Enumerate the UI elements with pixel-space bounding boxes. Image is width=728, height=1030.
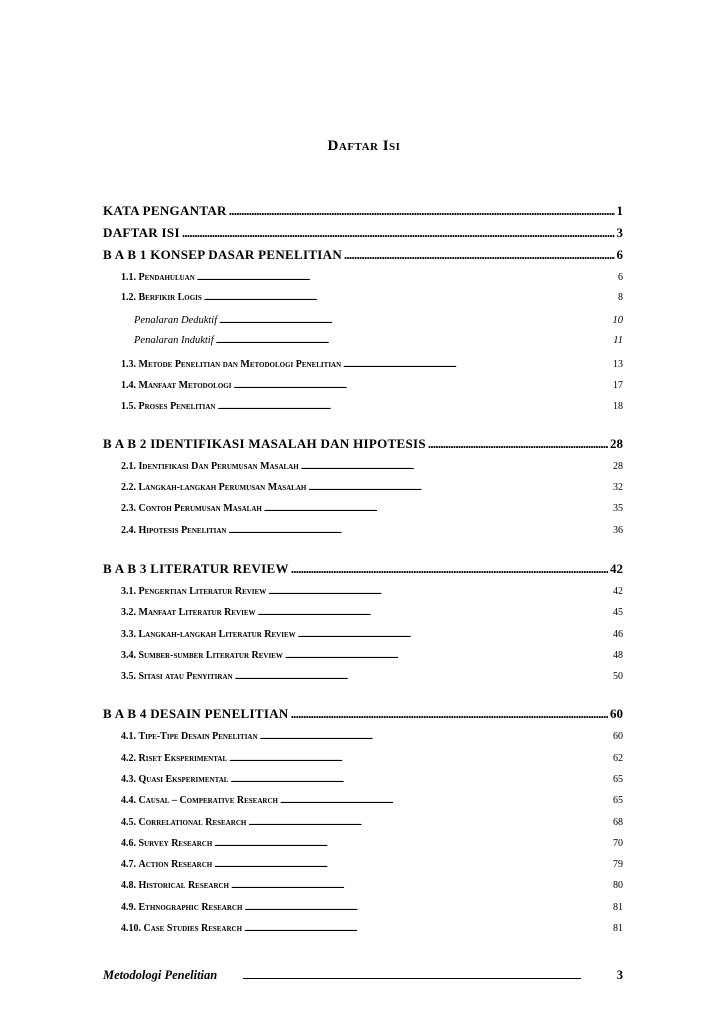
toc-section-entry[interactable]	[103, 586, 623, 597]
dot-leader	[235, 671, 611, 682]
toc-entry-text: Historical Research	[138, 880, 230, 891]
dot-leader	[285, 650, 611, 661]
toc-page-number: 45	[613, 607, 623, 618]
toc-entry-label: B A B 3 LITERATUR REVIEW	[103, 561, 289, 576]
dot-leader	[298, 629, 611, 640]
footer-page-number: 3	[616, 968, 623, 982]
toc-entry-number: 2.4.	[121, 525, 136, 536]
toc-page-number: 81	[613, 902, 623, 913]
toc-entry-label	[121, 795, 278, 806]
toc-section-entry[interactable]	[103, 629, 623, 640]
toc-entry-text: Survey Research	[138, 838, 213, 849]
dot-leader	[343, 359, 611, 370]
dot-leader	[229, 203, 615, 219]
toc-entry-text: Causal – Comperative Research	[138, 795, 278, 806]
toc-section-entry[interactable]	[103, 923, 623, 934]
toc-section-entry[interactable]	[103, 650, 623, 661]
toc-entry-number: 4.10.	[121, 923, 141, 934]
toc-section-entry[interactable]	[103, 795, 623, 806]
dot-leader	[428, 436, 608, 452]
toc-entry-label	[121, 503, 262, 514]
toc-section-entry[interactable]	[103, 774, 623, 785]
toc-section-entry[interactable]	[103, 272, 623, 283]
toc-page-number: 70	[613, 838, 623, 849]
toc-section-entry[interactable]	[103, 461, 623, 472]
toc-page-number: 81	[613, 923, 623, 934]
toc-subsection-entry[interactable]	[103, 315, 623, 326]
toc-entry-label	[121, 359, 341, 370]
toc-entry-label: B A B 4 DESAIN PENELITIAN	[103, 706, 289, 721]
toc-page-number: 8	[618, 292, 623, 303]
toc-page-number: 36	[613, 525, 623, 536]
toc-entry-label	[121, 586, 266, 597]
dot-leader	[231, 880, 611, 891]
toc-entry-text: Langkah-langkah Perumusan Masalah	[138, 482, 307, 493]
toc-page-number: 60	[610, 706, 623, 721]
dot-leader	[258, 607, 611, 618]
toc-entry-text: Tipe-Tipe Desain Penelitian	[138, 731, 258, 742]
toc-chapter-entry[interactable]	[103, 203, 623, 219]
toc-chapter-entry[interactable]	[103, 561, 623, 577]
toc-page-number: 18	[613, 401, 623, 412]
dot-leader	[217, 401, 611, 412]
toc-page-number: 10	[612, 315, 623, 326]
toc-page-number: 13	[613, 359, 623, 370]
toc-entry-text: Sumber-sumber Literatur Review	[138, 650, 283, 661]
dot-leader	[214, 838, 611, 849]
toc-entry-text: Identifikasi Dan Perumusan Masalah	[138, 461, 299, 472]
toc-entry-number: 1.2.	[121, 292, 136, 303]
toc-section-entry[interactable]	[103, 482, 623, 493]
dot-leader	[228, 525, 611, 536]
dot-leader	[214, 859, 611, 870]
toc-entry-label	[121, 650, 283, 661]
toc-entry-label: Penalaran Deduktif	[134, 315, 218, 326]
toc-page-number: 62	[613, 753, 623, 764]
toc-page-number: 3	[616, 225, 623, 240]
toc-section-entry[interactable]	[103, 880, 623, 891]
dot-leader	[244, 902, 611, 913]
toc-page-number: 60	[613, 731, 623, 742]
toc-entry-text: Metode Penelitian dan Metodologi Penelitian	[138, 359, 342, 370]
dot-leader	[308, 482, 611, 493]
toc-entry-number: 4.2.	[121, 753, 136, 764]
dot-leader	[244, 923, 611, 934]
toc-entry-label	[121, 607, 256, 618]
toc-entry-number: 4.8.	[121, 880, 136, 891]
toc-page-number: 28	[610, 436, 623, 451]
toc-entry-label: B A B 2 IDENTIFIKASI MASALAH DAN HIPOTESIS	[103, 436, 426, 451]
dot-leader	[344, 247, 614, 263]
toc-entry-label	[121, 671, 233, 682]
toc-entry-label	[121, 923, 242, 934]
toc-section-entry[interactable]	[103, 859, 623, 870]
page-footer	[103, 968, 623, 988]
toc-entry-number: 2.3.	[121, 503, 136, 514]
toc-chapter-entry[interactable]	[103, 436, 623, 452]
toc-entry-label	[121, 629, 296, 640]
toc-entry-number: 4.4.	[121, 795, 136, 806]
toc-entry-label	[121, 292, 202, 303]
toc-entry-label: KATA PENGANTAR	[103, 203, 227, 218]
toc-page-number: 50	[613, 671, 623, 682]
toc-entry-label	[121, 774, 228, 785]
toc-entry-number: 3.2.	[121, 607, 136, 618]
toc-entry-label: DAFTAR ISI	[103, 225, 180, 240]
toc-entry-number: 1.4.	[121, 380, 136, 391]
toc-entry-number: 3.4.	[121, 650, 136, 661]
toc-entry-label	[121, 880, 229, 891]
toc-entry-number: 4.9.	[121, 902, 136, 913]
toc-entry-number: 4.6.	[121, 838, 136, 849]
toc-page-number: 32	[613, 482, 623, 493]
dot-leader	[229, 753, 611, 764]
toc-page-number: 80	[613, 880, 623, 891]
dot-leader	[260, 731, 611, 742]
toc-entry-label	[121, 272, 195, 283]
footer-title: Metodologi Penelitian	[103, 968, 218, 982]
toc-section-entry[interactable]	[103, 902, 623, 913]
toc-entry-text: Proses Penelitian	[138, 401, 216, 412]
toc-entry-number: 4.7.	[121, 859, 136, 870]
toc-entry-text: Ethnographic Research	[138, 902, 243, 913]
toc-page-number: 1	[616, 203, 623, 218]
toc-entry-text: Hipotesis Penelitian	[138, 525, 227, 536]
toc-section-entry[interactable]	[103, 503, 623, 514]
dot-leader	[280, 795, 611, 806]
toc-entry-label	[121, 753, 227, 764]
toc-page-number: 6	[618, 272, 623, 283]
toc-entry-text: Sitasi atau Penyitiran	[138, 671, 233, 682]
toc-entry-number: 3.5.	[121, 671, 136, 682]
toc-subsection-entry[interactable]	[103, 335, 623, 346]
toc-entry-label	[121, 461, 299, 472]
toc-entry-label	[121, 902, 242, 913]
toc-entry-number: 2.1.	[121, 461, 136, 472]
toc-entry-number: 4.3.	[121, 774, 136, 785]
toc-section-entry[interactable]	[103, 731, 623, 742]
dot-leader	[248, 817, 611, 828]
toc-entry-number: 1.5.	[121, 401, 136, 412]
toc-entry-label	[121, 482, 306, 493]
dot-leader	[219, 315, 610, 326]
toc-page-number: 11	[613, 335, 623, 346]
toc-entry-label	[121, 380, 231, 391]
toc-page-number: 42	[610, 561, 623, 576]
toc-chapter-entry[interactable]	[103, 225, 623, 241]
toc-entry-number: 2.2.	[121, 482, 136, 493]
toc-entry-number: 1.3.	[121, 359, 136, 370]
toc-page-number: 46	[613, 629, 623, 640]
toc-entry-label	[121, 838, 212, 849]
dot-leader	[204, 292, 616, 303]
footer-divider	[243, 978, 581, 979]
toc-entry-text: Pengertian Literatur Review	[138, 586, 267, 597]
toc-entry-text: Correlational Research	[138, 817, 247, 828]
toc-page-number: 65	[613, 795, 623, 806]
toc-section-entry[interactable]	[103, 401, 623, 412]
toc-section-entry[interactable]	[103, 817, 623, 828]
toc-entry-text: Manfaat Metodologi	[138, 380, 232, 391]
dot-leader	[216, 335, 612, 346]
toc-section-entry[interactable]	[103, 671, 623, 682]
toc-entry-label	[121, 731, 258, 742]
toc-entry-number: 3.1.	[121, 586, 136, 597]
toc-entry-label	[121, 859, 212, 870]
toc-section-entry[interactable]	[103, 607, 623, 618]
toc-entry-label	[121, 817, 246, 828]
toc-page-number: 48	[613, 650, 623, 661]
page-title: Daftar Isi	[327, 138, 401, 154]
toc-entry-number: 3.3.	[121, 629, 136, 640]
toc-section-entry[interactable]	[103, 753, 623, 764]
toc-entry-number: 4.1.	[121, 731, 136, 742]
toc-entry-text: Case Studies Research	[143, 923, 243, 934]
toc-entry-label: B A B 1 KONSEP DASAR PENELITIAN	[103, 247, 343, 262]
toc-chapter-entry[interactable]	[103, 706, 623, 722]
dot-leader	[230, 774, 611, 785]
toc-entry-text: Quasi Eksperimental	[138, 774, 229, 785]
dot-leader	[264, 503, 611, 514]
toc-entry-text: Langkah-langkah Literatur Review	[138, 629, 296, 640]
dot-leader	[301, 461, 611, 472]
toc-page-number: 65	[613, 774, 623, 785]
toc-entry-number: 1.1.	[121, 272, 136, 283]
toc-entry-label	[121, 525, 226, 536]
toc-entry-number: 4.5.	[121, 817, 136, 828]
toc-section-entry[interactable]	[103, 380, 623, 391]
toc-page-number: 79	[613, 859, 623, 870]
toc-page-number: 28	[613, 461, 623, 472]
toc-chapter-entry[interactable]	[103, 247, 623, 263]
toc-entry-text: Riset Eksperimental	[138, 753, 228, 764]
toc-entry-label: Penalaran Induktif	[134, 335, 214, 346]
toc-entry-text: Action Research	[138, 859, 213, 870]
toc-entry-text: Pendahuluan	[138, 272, 195, 283]
dot-leader	[233, 380, 611, 391]
dot-leader	[268, 586, 611, 597]
toc-page-number: 68	[613, 817, 623, 828]
toc-entry-text: Manfaat Literatur Review	[138, 607, 256, 618]
toc-section-entry[interactable]	[103, 292, 623, 303]
dot-leader	[291, 561, 608, 577]
toc-section-entry[interactable]	[103, 838, 623, 849]
toc-page-number: 42	[613, 586, 623, 597]
toc-entry-text: Contoh Perumusan Masalah	[138, 503, 262, 514]
toc-entry-text: Berfikir Logis	[138, 292, 202, 303]
toc-entry-label	[121, 401, 215, 412]
toc-page-number: 17	[613, 380, 623, 391]
toc-page-number: 35	[613, 503, 623, 514]
dot-leader	[182, 225, 615, 241]
toc-page-number: 6	[616, 247, 623, 262]
toc-section-entry[interactable]	[103, 359, 623, 370]
toc-section-entry[interactable]	[103, 525, 623, 536]
dot-leader	[197, 272, 616, 283]
dot-leader	[291, 706, 608, 722]
